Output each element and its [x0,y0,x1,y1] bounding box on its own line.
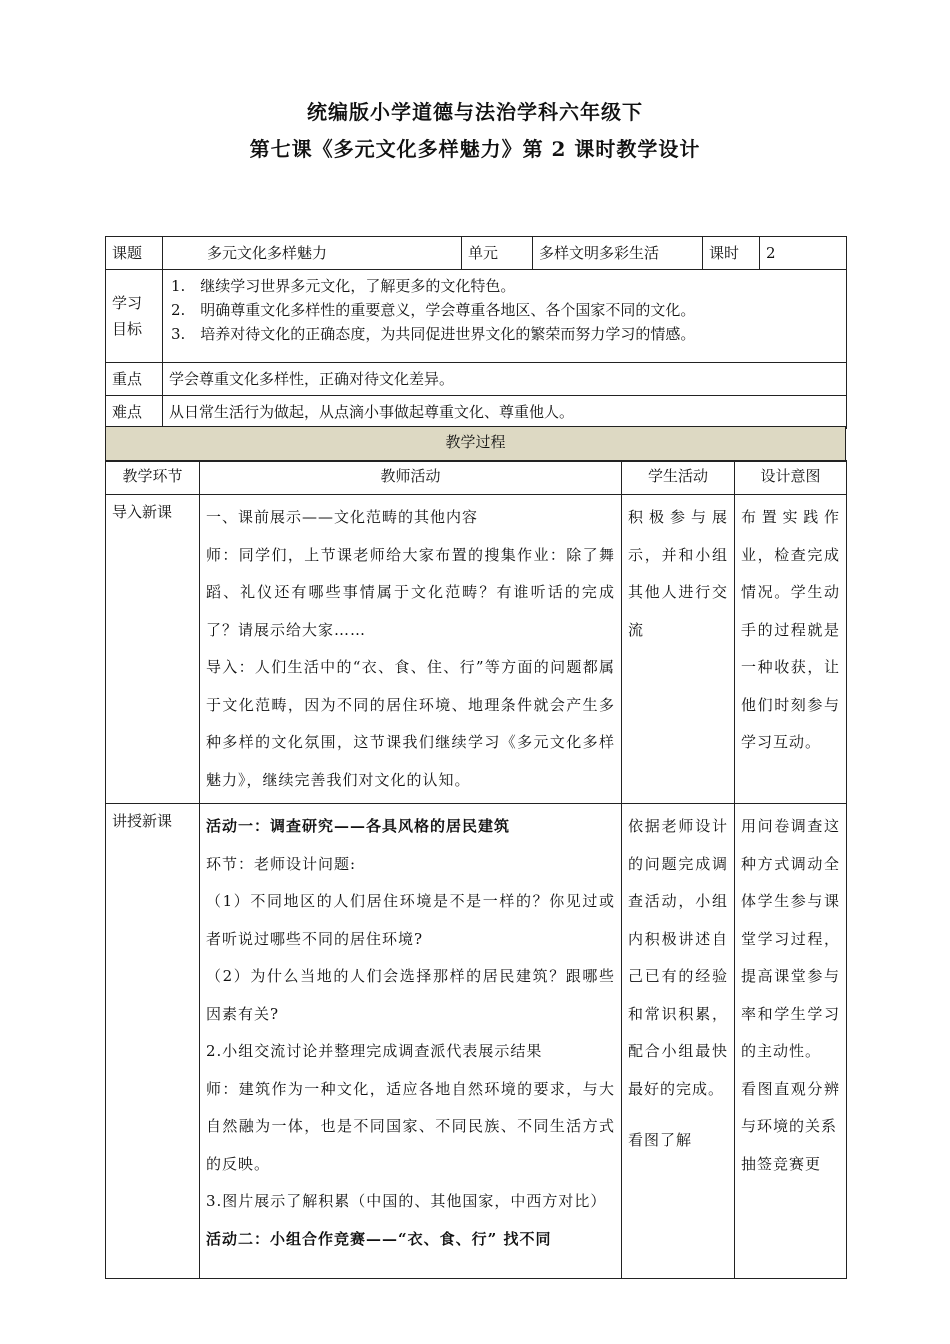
key-label: 重点 [106,363,163,396]
document-subtitle: 第七课《多元文化多样魅力》第 2 课时教学设计 [249,137,701,161]
lesson-info-table [105,236,847,429]
teacher-line: 师：建筑作为一种文化，适应各地自然环境的要求，与大自然融为一体，也是不同国家、不同民族、不同生活方式的反映。 [206,1079,615,1173]
difficulty-value: 从日常生活行为做起，从点滴小事做起尊重文化、尊重他人。 [163,396,847,429]
design-intent-cell: 布置实践作业，检查完成情况。学生动手的过程就是一种收获，让他们时刻参与学习互动。 [735,495,847,804]
teacher-line: 环节：老师设计问题: [206,854,357,873]
header-student: 学生活动 [622,461,735,495]
student-activity-cell: 积极参与展示，并和小组其他人进行交流 [622,495,735,804]
stage-cell: 讲授新课 [106,804,200,1279]
goals-list [163,270,847,363]
goal-item: 3. 培养对待文化的正确态度，为共同促进世界文化的繁荣而努力学习的情感。 [171,325,696,343]
period-label: 课时 [703,237,760,270]
teacher-line: 师：同学们，上节课老师给大家布置的搜集作业：除了舞蹈、礼仪还有哪些事情属于文化范畴？有谁听话的完成了？请展示给大家…… [206,545,615,639]
goal-item: 1. 继续学习世界多元文化，了解更多的文化特色。 [171,277,516,295]
topic-value: 多元文化多样魅力 [163,237,462,270]
stage-cell: 导入新课 [106,495,200,804]
key-value: 学会尊重文化多样性，正确对待文化差异。 [163,363,847,396]
student-activity-cell: 依据老师设计的问题完成调查活动，小组内积极讲述自己已有的经验和常识积累，配合小组最快最好的完成。 看图了解 [622,804,735,1279]
activity-heading: 活动二：小组合作竞赛——“衣、食、行” 找不同 [206,1229,552,1248]
activity-heading: 活动一：调查研究——各具风格的居民建筑 [206,817,511,835]
process-table [105,460,847,1279]
teacher-activity-cell [200,495,622,804]
unit-label: 单元 [462,237,533,270]
goals-label: 学习 目标 [106,270,163,363]
teacher-line: （2）为什么当地的人们会选择那样的居民建筑？跟哪些因素有关? [206,967,615,1023]
teacher-line: 2.小组交流讨论并整理完成调查派代表展示结果 [206,1042,543,1060]
document-title: 统编版小学道德与法治学科六年级下 [307,100,643,124]
header-intent: 设计意图 [735,461,847,495]
teacher-line: （1）不同地区的人们居住环境是不是一样的？你见过或者听说过哪些不同的居住环境? [206,892,615,948]
process-title: 教学过程 [106,427,846,462]
unit-value: 多样文明多彩生活 [533,237,703,270]
header-teacher: 教师活动 [200,461,622,495]
teacher-activity-cell [200,804,622,1279]
design-intent-cell: 用问卷调查这种方式调动全体学生参与课堂学习过程，提高课堂参与率和学生学习的主动性。 看图直观分辨与环境的关系 抽签竞赛更 [735,804,847,1279]
teacher-line: 导入：人们生活中的“衣、食、住、行”等方面的问题都属于文化范畴，因为不同的居住环境、地理条件就会产生多种多样的文化氛围，这节课我们继续学习《多元文化多样魅力》，继续完善我们对文化的认知。 [206,658,615,789]
process-header-table [105,426,846,462]
difficulty-label: 难点 [106,396,163,429]
header-stage: 教学环节 [106,461,200,495]
teacher-line: 3.图片展示了解积累（中国的、其他国家，中西方对比） [206,1192,607,1210]
goal-item: 2. 明确尊重文化多样性的重要意义，学会尊重各地区、各个国家不同的文化。 [171,301,696,319]
period-value: 2 [760,237,847,270]
teacher-line: 一、课前展示——文化范畴的其他内容 [206,508,479,526]
topic-label: 课题 [106,237,163,270]
